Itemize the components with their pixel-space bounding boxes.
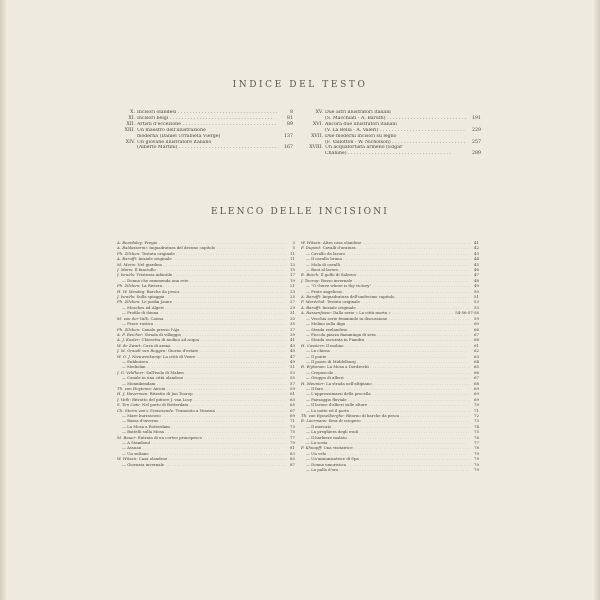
illustration-author: E. Bosch: [301, 272, 319, 278]
illustration-page: 17: [290, 272, 295, 278]
chapter-title: Un maestro dell'illustrazione: [137, 127, 206, 133]
illustration-title: — Mediolan: [122, 364, 146, 370]
chapter-title: (Alberto Martini) . . .: [137, 145, 278, 151]
illustration-title: — Mare burrascoso: [122, 413, 161, 418]
illustration-title: : Altra casa olandese: [320, 240, 362, 245]
illustration-page: 67: [290, 407, 295, 413]
illustration-title: — L'approssimarsi della procella: [306, 391, 371, 397]
illustration-page: 42: [474, 245, 479, 251]
illustration-page: 83: [290, 450, 295, 456]
chapter-page: 229: [472, 127, 481, 133]
illustration-page: 79: [474, 461, 479, 467]
illustration-title: : Aironi: [150, 385, 166, 391]
illustration-title: : La città di Veere: [160, 353, 196, 359]
contents-entry: [306, 151, 481, 157]
illustration-title: : Inquadratura del decimo capitolo: [146, 245, 216, 251]
chapter-number: XIV.: [125, 139, 135, 145]
illustration-page: 57: [290, 380, 295, 386]
illustration-page: 63: [474, 353, 479, 359]
illustration-page: 15: [290, 267, 295, 273]
illustration-title: : Sull'isola di Maken: [143, 369, 184, 375]
contents-column-right: [306, 110, 481, 157]
illustration-title: : Nel porto di Rotterdam: [139, 402, 189, 408]
chapter-title: Un acquafortista armeno (Edgar: [325, 145, 403, 151]
illustration-page: 43: [290, 342, 295, 348]
illustration-page: 81: [290, 445, 295, 451]
illustration-title: — A Stamboul: [122, 440, 150, 446]
illustration-page: 73: [290, 423, 295, 429]
illustrations-column-right: [301, 240, 479, 472]
illustration-title: : Dalla serie « La città morta »: [330, 310, 391, 316]
illustration-page: 25: [290, 294, 295, 300]
illustration-author: W. de Zwart: [117, 342, 141, 348]
illustration-page: 65: [474, 364, 479, 370]
illustrations-title: ELENCO DELLE INCISIONI: [210, 207, 390, 217]
chapter-page: 289: [472, 151, 481, 157]
illustration-title: — Strada zeelandese: [306, 326, 348, 332]
illustration-title: : Tramonto a Venezia: [173, 407, 215, 413]
chapter-title: (S. Macchiati - A. Baruffi) . . .: [325, 116, 466, 122]
chapter-title: (F. Vallotton - W. Nicholson) . . .: [325, 140, 466, 146]
illustration-title: : Inquadratura dell'undecimo capitolo: [319, 294, 395, 300]
illustration-author: J. M. Graadt van Roggen: [117, 348, 166, 354]
illustration-page: 51: [474, 294, 479, 300]
illustration-author: Th. van Hoytema: [117, 385, 151, 391]
illustration-title: — Donna che rammenda una rete: [122, 277, 189, 283]
illustration-page: 71: [290, 418, 295, 424]
illustration-page: 59: [474, 315, 479, 321]
illustration-title: — Bassa d'inverno: [122, 418, 159, 424]
chapter-page: 89: [287, 121, 293, 127]
illustration-title: : La Mosa a Dordrecht: [324, 364, 369, 370]
contents-entry: [118, 145, 293, 151]
illustration-page: 79: [474, 456, 479, 462]
illustration-page: 53: [474, 304, 479, 310]
illustration-page: 74: [474, 423, 479, 429]
illustration-page: 63: [290, 396, 295, 402]
illustration-title: — Il pozzo di Middelburg: [306, 358, 356, 364]
chapter-number: XIII.: [124, 127, 135, 133]
illustration-page: 53: [290, 369, 295, 375]
chapter-page: 8: [290, 110, 293, 115]
illustration-author: A. J. Kaster: [117, 337, 139, 343]
illustration-author: R. Wytsman: [301, 364, 325, 370]
illustration-title: — La Mosa a Rotterdam: [122, 423, 170, 429]
illustration-page: 60: [474, 321, 479, 327]
illustration-title: — Un'annunziatrice di Spa: [306, 456, 359, 462]
illustration-author: H. J. Haverman: [117, 391, 148, 397]
illustration-page: 69: [474, 396, 479, 402]
illustration-page: 49: [290, 358, 295, 364]
illustration-title: : Rosso invernale: [318, 277, 353, 283]
illustration-page: 73: [474, 418, 479, 424]
illustration-entry: [117, 462, 295, 467]
illustration-title: — Frate angelicus: [306, 288, 342, 294]
illustration-page: 44: [474, 256, 479, 262]
illustration-title: — La palla d'oro: [306, 467, 339, 473]
illustration-title: — Buoi al lavoro: [306, 267, 339, 273]
chapter-page: 167: [284, 145, 293, 151]
illustration-title: — Mola di cavalli: [306, 261, 340, 267]
illustration-page: 37: [290, 326, 295, 332]
illustration-author: Ph. Zilcken: [117, 299, 140, 305]
illustration-page: 5: [292, 245, 295, 251]
illustration-title: : Entrata di un corteo principesco: [135, 434, 202, 440]
illustration-author: W. Witsen: [301, 240, 321, 245]
illustration-author: J. Veth: [117, 396, 130, 402]
illustration-author: J. Maris: [117, 267, 133, 273]
illustration-title: : Fregio: [141, 240, 158, 245]
illustration-page: 72: [474, 413, 479, 418]
illustration-title: : Nel giardino: [134, 261, 163, 267]
illustration-page: 68: [474, 380, 479, 386]
chapter-title: Incisori belgi . . .: [137, 116, 278, 122]
illustration-author: A. F. Reicher: [117, 331, 143, 337]
illustration-page: 19: [290, 277, 295, 283]
chapter-page: 257: [472, 139, 481, 145]
illustration-title: : Chiesetta di mulino ad acqua: [138, 337, 200, 343]
illustration-author: W. O. J. Nieuwenkamp: [117, 353, 161, 359]
illustration-title: : Ritratto di Jan Toorop: [147, 391, 193, 397]
illustration-page: 76: [474, 434, 479, 440]
chapter-page: 191: [472, 115, 481, 121]
illustration-author: Ph. Zilcken: [117, 283, 140, 289]
illustration-page: 50: [474, 288, 479, 294]
illustration-page: 41: [474, 240, 479, 245]
illustration-page: 43: [474, 250, 479, 256]
illustration-page: 33: [290, 315, 295, 321]
illustration-title: — Donna umoristica: [306, 461, 347, 467]
illustration-title: — Pesce rustico: [122, 321, 154, 327]
illustration-page: 75: [474, 429, 479, 435]
illustration-title: — Giornata invernale: [122, 461, 165, 467]
illustration-title: : Caissa: [147, 315, 164, 321]
illustration-page: 13: [290, 261, 295, 267]
illustration-title: : Barche da pesca: [144, 288, 180, 294]
illustration-page: 79: [474, 450, 479, 456]
illustration-title: : Cavalli d'aratura: [320, 245, 356, 251]
illustration-author: E. Laermans: [301, 418, 326, 424]
illustration-title: : Le jardin Jaune: [139, 299, 172, 305]
illustration-title: — Battelli sulla Mosa: [122, 429, 164, 435]
illustration-title: — La notte ed il porto: [306, 407, 350, 413]
illustration-page: 62: [474, 348, 479, 354]
illustration-title: — Monnikendam: [122, 380, 156, 386]
illustration-page: 66: [474, 326, 479, 332]
chapter-title: Artisti d'eccezione . . .: [137, 122, 278, 128]
chapter-title: Due moderni incisori su legno: [325, 133, 397, 139]
chapter-title: Incisori olandesi . . .: [137, 110, 278, 116]
illustration-author: J. G. Veldheer: [117, 369, 144, 375]
chapter-title: moderna (Daniel Urrabieta Vierge): [137, 133, 221, 139]
illustration-page: 47: [290, 353, 295, 359]
illustration-title: — Cavallo da lavoro: [306, 250, 346, 256]
illustration-page: 21: [290, 283, 295, 289]
illustration-author: Ch. Storm van's Gravesande: [117, 407, 174, 413]
illustration-author: A. Beardsley: [117, 240, 142, 245]
illustration-title: — Enkhuizen: [122, 358, 148, 364]
illustration-page: 75: [290, 429, 295, 435]
illustration-author: J. Israëls: [117, 272, 134, 278]
illustration-page: 11: [290, 256, 295, 262]
illustration-title: : Il fanciullo: [132, 267, 156, 273]
illustration-title: : Cava di arena: [140, 342, 171, 348]
illustration-title: — Il mercato: [306, 423, 332, 429]
illustration-page: 51: [290, 364, 295, 370]
illustration-title: — Crepuscolo: [306, 369, 334, 375]
illustration-page: 31: [290, 310, 295, 316]
illustration-title: — Un velo: [306, 450, 327, 456]
illustration-page: 64: [474, 358, 479, 364]
illustration-title: — La chiesa: [306, 348, 330, 354]
illustration-title: : La strada nell'altipiano: [323, 380, 372, 386]
chapter-number: [306, 151, 325, 157]
chapter-page: 81: [287, 115, 293, 121]
illustration-title: : Iniziale originale: [319, 304, 356, 310]
illustration-page: 67: [474, 331, 479, 337]
page-edge-right: [594, 0, 600, 600]
illustration-title: — Vecchia serie femminile in discussione: [306, 315, 388, 321]
page-edge-left: [0, 0, 6, 600]
illustration-author: F. Maréchal: [301, 299, 325, 305]
illustration-page: 39: [290, 331, 295, 337]
illustration-page: 69: [474, 385, 479, 391]
illustration-page: 49: [474, 283, 479, 289]
illustration-page: 46: [474, 267, 479, 273]
illustration-author: A. Rassenfosse: [301, 310, 331, 316]
illustration-author: J. Toorop: [301, 277, 319, 283]
chapter-title: Chahine) . . .: [325, 151, 466, 157]
illustration-page: 85: [290, 456, 295, 462]
illustration-page: 79: [290, 440, 295, 446]
chapter-number: XI.: [128, 115, 135, 121]
illustration-page: 45: [290, 348, 295, 354]
illustration-title: — Piccola piazza fiamminga di sera: [306, 331, 376, 337]
illustration-title: — Canale in una città olandese: [122, 375, 184, 381]
illustration-page: 29: [290, 304, 295, 310]
illustration-page: 41: [290, 337, 295, 343]
illustration-page: 87: [290, 461, 295, 467]
illustration-author: S. Ten Cate: [117, 402, 140, 408]
illustration-page: 35: [290, 321, 295, 327]
illustration-author: M. Maris: [117, 261, 135, 267]
illustration-title: — "O Grave where is thy victory": [306, 283, 372, 289]
illustration-author: F. Khnopff: [301, 445, 322, 451]
illustration-title: : Ritratto del pittore J. van Looy: [129, 396, 193, 402]
illustration-page: 45: [474, 261, 479, 267]
illustration-page: 11: [290, 250, 295, 256]
illustration-author: H. Meunier: [301, 380, 324, 386]
chapter-number: XVI.: [312, 121, 323, 127]
illustration-title: — Il faro: [306, 385, 324, 391]
illustration-author: A. Baruffi: [117, 256, 136, 262]
illustration-text: [301, 467, 470, 472]
illustration-title: — Molino sulla diga: [306, 321, 346, 327]
illustrations-column-left: [117, 240, 295, 467]
illustration-page: 69: [474, 391, 479, 397]
illustration-text: [117, 462, 286, 467]
illustration-author: Th. van Rysselberghe: [301, 413, 344, 418]
illustration-page: 27: [290, 299, 295, 305]
chapter-number: [118, 145, 137, 151]
illustration-page: 61: [474, 342, 479, 348]
chapter-title: (V. La Bella - A. Valeri) . . .: [325, 128, 466, 134]
illustration-author: H. Cassiers: [301, 342, 324, 348]
illustration-page: 67: [474, 375, 479, 381]
illustration-title: : Il molino: [323, 342, 344, 348]
chapter-number: XVIII.: [309, 145, 323, 151]
illustration-author: A. Baldassarini: [117, 245, 147, 251]
illustration-page: 65: [290, 402, 295, 408]
illustration-title: — Il cavallo bruno: [306, 256, 342, 262]
illustration-page: 23: [290, 288, 295, 294]
illustration-title: : La Riviera: [139, 283, 162, 289]
illustration-title: — Paesaggio fluviale: [306, 396, 347, 402]
illustration-author: Ph. Zilcken: [117, 326, 140, 332]
illustration-title: — La sosta: [306, 440, 328, 446]
illustration-author: H. W. Mesdag: [117, 288, 145, 294]
illustration-title: : Il golfo di Salerno: [318, 272, 357, 278]
illustration-title: — La preghiera degli esuli: [306, 429, 359, 435]
chapter-number: XVII.: [311, 133, 323, 139]
illustration-title: — Il ponte: [306, 353, 327, 359]
illustration-page: 59: [290, 385, 295, 391]
illustration-title: : Una visitatrice: [321, 445, 353, 451]
chapter-page: 137: [284, 133, 293, 139]
illustration-page: 47: [474, 272, 479, 278]
illustration-title: : Strada di villaggio: [142, 331, 181, 337]
illustration-title: : Giorno d'estate: [165, 348, 199, 354]
illustration-author: A. Baruffi: [301, 304, 320, 310]
chapter-title: Un giovane illustratore italiano: [137, 139, 212, 145]
illustration-title: : Iniziale originale: [135, 256, 172, 262]
illustration-title: : Sera di sciopero: [325, 418, 361, 424]
illustration-title: — Il barbiere malato: [306, 434, 347, 440]
chapter-title: Ancora due illustratori italiani: [325, 121, 397, 127]
illustration-page: 70: [474, 402, 479, 408]
illustration-page: 66: [474, 369, 479, 375]
illustration-page: 71: [474, 407, 479, 413]
illustration-title: : Testata originale: [139, 250, 175, 256]
illustration-page: 69: [290, 413, 295, 418]
chapter-title: Due altri illustratori italiani: [325, 110, 391, 115]
illustration-title: : Testata originale: [324, 299, 360, 305]
illustration-page: 78: [474, 445, 479, 451]
illustration-page: 68: [474, 337, 479, 343]
illustration-page: 53: [474, 299, 479, 305]
illustration-title: — Mosches ad Algeri: [122, 304, 164, 310]
illustration-author: F. Dupont: [301, 245, 321, 251]
illustration-page: 77: [474, 440, 479, 446]
illustration-author: J. Israëls: [117, 294, 134, 300]
illustration-title: : Canale presso l'Aja: [139, 326, 180, 332]
illustration-page: 55: [290, 375, 295, 381]
illustration-author: Ph. Zilcken: [117, 250, 140, 256]
chapter-number: XV.: [315, 110, 323, 115]
illustration-page: 48: [474, 277, 479, 283]
illustration-title: — Profilo di donna: [122, 310, 159, 316]
illustration-title: — Assuan: [122, 445, 142, 451]
illustration-author: M. van der Valk: [117, 315, 148, 321]
chapter-number: X.: [130, 110, 135, 115]
contents-column-left: [118, 110, 293, 151]
illustration-author: W. Witsen: [117, 456, 137, 462]
illustration-title: — Un sultano: [122, 450, 149, 456]
illustration-title: — Gruppo di alberi: [306, 375, 344, 381]
illustration-title: : Ritorno di barche da pesca: [343, 413, 400, 418]
illustration-title: : Tristezza infantile: [134, 272, 173, 278]
illustration-author: M. Bauer: [117, 434, 136, 440]
illustration-page: 3: [292, 240, 295, 245]
illustration-page: 77: [290, 434, 295, 440]
illustration-title: — Strada oscurata in Fiandra: [306, 337, 365, 343]
illustration-entry: [301, 467, 479, 472]
illustration-page: 79: [474, 467, 479, 473]
illustration-title: : Sulla spiaggia: [134, 294, 165, 300]
illustration-page: 54-56-57-58: [455, 310, 479, 316]
illustration-title: — Il lavoro d'alberi sulle alture: [306, 402, 368, 408]
contents-title: INDICE DEL TESTO: [232, 80, 368, 90]
illustration-author: A. Baruffi: [301, 294, 320, 300]
illustration-page: 61: [290, 391, 295, 397]
illustration-title: : Casa olandese: [136, 456, 168, 462]
chapter-number: XII.: [126, 121, 135, 127]
